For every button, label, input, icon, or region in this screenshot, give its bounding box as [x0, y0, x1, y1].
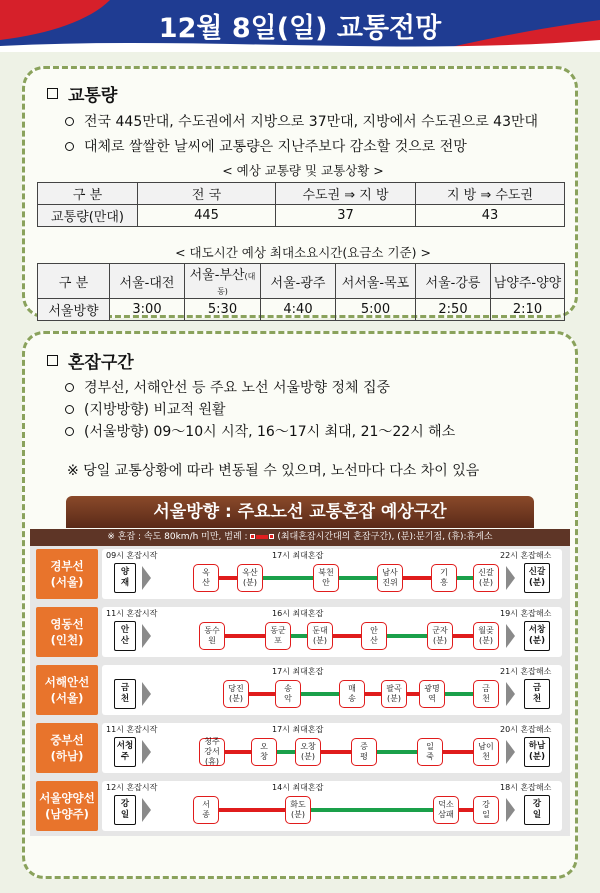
congestion-end-time: 18시 혼잡해소	[500, 783, 552, 792]
end-point-box	[524, 563, 550, 593]
peak-congestion-time: 17시 최대혼잡	[272, 667, 324, 676]
station-label: 매	[348, 684, 356, 693]
station-label: 금	[482, 684, 490, 693]
congestion-heading-text: 혼잡구간	[68, 353, 134, 373]
circle-bullet-icon	[65, 142, 74, 151]
station-node	[473, 738, 499, 766]
start-point-label: 산	[120, 636, 130, 646]
station-label: 산	[370, 636, 378, 645]
station-label: 안	[370, 626, 378, 635]
route-lane	[102, 781, 562, 831]
station-label: 원	[208, 636, 216, 645]
route-name-direction: (서울)	[50, 575, 84, 589]
road-segment	[298, 808, 446, 812]
start-point-box	[114, 795, 136, 825]
station-node	[265, 622, 291, 650]
congestion-end-time: 20시 혼잡해소	[500, 725, 552, 734]
circle-bullet-icon	[65, 427, 74, 436]
station-node	[193, 796, 219, 824]
start-point-label: 일	[120, 810, 130, 820]
congestion-start-time: 09시 혼잡시작	[106, 551, 158, 560]
map-routes	[30, 546, 570, 836]
peak-congestion-time: 17시 최대혼잡	[272, 551, 324, 560]
congestion-end-time: 21시 혼잡해소	[500, 667, 552, 676]
start-point-label: 강	[120, 799, 130, 809]
station-label: 악	[284, 694, 292, 703]
station-label: 일	[482, 810, 490, 819]
arrow-right-icon	[506, 798, 515, 822]
route-name-direction: (남양주)	[45, 807, 89, 821]
station-node	[237, 564, 263, 592]
congestion-start-time: 11시 혼잡시작	[106, 609, 158, 618]
arrow-right-icon	[506, 624, 515, 648]
arrow-right-icon	[142, 624, 151, 648]
congestion-bullet-2: (지방방향) 비교적 원활	[65, 399, 226, 419]
station-node	[473, 564, 499, 592]
square-bullet-icon	[47, 355, 58, 366]
arrow-right-icon	[506, 682, 515, 706]
congestion-map	[30, 496, 570, 840]
route-name-direction: (하남)	[50, 749, 84, 763]
station-node	[361, 622, 387, 650]
peak-congestion-time: 16시 최대혼잡	[272, 609, 324, 618]
station-label: 산	[202, 578, 210, 587]
route-name	[36, 665, 98, 715]
variance-note: ※ 당일 교통상황에 따라 변동될 수 있으며, 노선마다 다소 차이 있음	[67, 463, 480, 479]
station-label: 죽	[426, 752, 434, 761]
start-point-box	[114, 679, 136, 709]
arrow-right-icon	[142, 798, 151, 822]
square-bullet-icon	[47, 88, 58, 99]
page-header	[0, 0, 600, 52]
arrow-right-icon	[142, 682, 151, 706]
map-title: 서울방향 : 주요노선 교통혼잡 예상구간	[66, 496, 534, 528]
station-label: 옥	[202, 568, 210, 577]
station-label: (분)	[433, 636, 447, 645]
route-lane	[102, 607, 562, 657]
station-node	[473, 796, 499, 824]
time-caption: < 대도시간 예상 최대소요시간(요금소 기준) >	[175, 245, 431, 260]
station-label: 천	[482, 694, 490, 703]
station-node	[381, 680, 407, 708]
start-point-label: 금	[120, 683, 130, 693]
station-node	[199, 738, 225, 766]
route-row	[30, 547, 570, 601]
station-label: 진위	[382, 578, 398, 587]
table-header-row: 구 분 서울-대전 서울-부산(대동) 서울-광주 서서울-목포 서울-강릉 남양주-양양	[38, 264, 565, 299]
station-label: 평	[360, 752, 368, 761]
station-label: 당진	[228, 684, 244, 693]
start-point-box	[114, 621, 136, 651]
end-point-label: 하남	[528, 741, 546, 751]
route-name	[36, 607, 98, 657]
start-point-label: 주	[120, 752, 130, 762]
end-point-label: (분)	[529, 636, 545, 646]
station-label: 신갈	[478, 568, 494, 577]
station-label: 일	[426, 742, 434, 751]
circle-bullet-icon	[65, 117, 74, 126]
peak-congestion-time: 17시 최대혼잡	[272, 725, 324, 734]
station-label: 옥산	[242, 568, 258, 577]
table-row: 교통량(만대) 445 37 43	[38, 205, 565, 227]
station-label: 군자	[432, 626, 448, 635]
station-label: (분)	[387, 694, 401, 703]
station-label: 송	[284, 684, 292, 693]
end-point-label: (분)	[529, 578, 545, 588]
station-node	[339, 680, 365, 708]
congestion-end-time: 22시 혼잡해소	[500, 551, 552, 560]
arrow-right-icon	[142, 566, 151, 590]
route-name-main: 경부선	[50, 559, 84, 573]
route-lane	[102, 723, 562, 773]
route-row	[30, 779, 570, 833]
volume-caption: < 예상 교통량 및 교통상황 >	[222, 163, 384, 178]
end-point-label: 금	[532, 683, 542, 693]
start-point-label: 서청	[116, 741, 134, 751]
start-point-label: 안	[120, 625, 130, 635]
arrow-right-icon	[506, 740, 515, 764]
congestion-bullet-3: (서울방향) 09～10시 시작, 16～17시 최대, 21～22시 해소	[65, 421, 455, 441]
legend-node-icon	[269, 534, 274, 539]
station-label: (분)	[243, 578, 257, 587]
route-name	[36, 549, 98, 599]
station-node	[351, 738, 377, 766]
start-point-label: 천	[120, 694, 130, 704]
start-point-label: 양	[120, 567, 130, 577]
station-label: 삼패	[438, 810, 454, 819]
station-label: 월곶	[478, 626, 494, 635]
route-name-main: 중부선	[50, 733, 84, 747]
route-row	[30, 721, 570, 775]
start-point-label: 재	[120, 578, 130, 588]
station-label: 청주	[204, 737, 220, 746]
start-point-box	[114, 563, 136, 593]
station-label: (분)	[229, 694, 243, 703]
station-label: 동수	[204, 626, 220, 635]
route-row	[30, 605, 570, 659]
end-point-label: 서창	[528, 625, 546, 635]
station-label: (분)	[313, 636, 327, 645]
station-label: 오창	[300, 742, 316, 751]
station-node	[417, 738, 443, 766]
legend-node-icon	[250, 534, 255, 539]
route-name-direction: (서울)	[50, 691, 84, 705]
station-label: 증	[360, 742, 368, 751]
route-name-direction: (인천)	[50, 633, 84, 647]
station-label: 창	[260, 752, 268, 761]
station-label: 광명	[424, 684, 440, 693]
station-label: (분)	[479, 578, 493, 587]
station-node	[285, 796, 311, 824]
route-lane	[102, 665, 562, 715]
congestion-end-time: 19시 혼잡해소	[500, 609, 552, 618]
station-node	[223, 680, 249, 708]
traffic-bullet-1: 전국 445만대, 수도권에서 지방으로 37만대, 지방에서 수도권으로 43만대	[65, 111, 538, 131]
map-legend: ※ 혼잡 : 속도 80km/h 미만, 범례 : (최대혼잡시간대의 혼잡구간), (분):분기점, (휴):휴게소	[30, 529, 570, 546]
route-name	[36, 781, 98, 831]
end-point-label: 강	[532, 799, 542, 809]
station-label: (분)	[479, 636, 493, 645]
traffic-heading	[47, 81, 117, 106]
volume-table	[37, 182, 565, 227]
congestion-start-time: 12시 혼잡시작	[106, 783, 158, 792]
station-label: 포	[274, 636, 282, 645]
station-label: 북천	[318, 568, 334, 577]
table-row: 서울방향 3:00 5:30 4:40 5:00 2:50 2:10	[38, 299, 565, 321]
route-row	[30, 663, 570, 717]
station-node	[251, 738, 277, 766]
station-label: 남이	[478, 742, 494, 751]
station-label: 역	[428, 694, 436, 703]
station-label: (분)	[301, 752, 315, 761]
traffic-heading-text: 교통량	[68, 86, 118, 106]
congestion-bullet-1: 경부선, 서해안선 등 주요 노선 서울방향 정체 집중	[65, 377, 390, 397]
station-label: 안	[322, 578, 330, 587]
station-label: 동군	[270, 626, 286, 635]
traffic-bullet-2: 대체로 쌀쌀한 날씨에 교통량은 지난주보다 감소할 것으로 전망	[65, 136, 467, 156]
route-name-main: 서해안선	[44, 675, 90, 689]
legend-red-line-icon	[256, 535, 268, 539]
station-node	[473, 622, 499, 650]
station-label: 덕소	[438, 800, 454, 809]
circle-bullet-icon	[65, 383, 74, 392]
station-label: 천	[482, 752, 490, 761]
end-point-box	[524, 795, 550, 825]
station-label: 강서(휴)	[204, 747, 220, 766]
station-label: 서	[202, 800, 210, 809]
page-title: 12월 8일(일) 교통전망	[158, 13, 442, 44]
station-node	[433, 796, 459, 824]
station-label: (분)	[291, 810, 305, 819]
route-name	[36, 723, 98, 773]
station-node	[199, 622, 225, 650]
end-point-box	[524, 737, 550, 767]
station-label: 오	[260, 742, 268, 751]
station-label: 둔대	[312, 626, 328, 635]
end-point-label: (분)	[529, 752, 545, 762]
station-label: 흥	[440, 578, 448, 587]
station-node	[193, 564, 219, 592]
end-point-box	[524, 679, 550, 709]
station-label: 남사	[382, 568, 398, 577]
station-node	[275, 680, 301, 708]
station-label: 화도	[290, 800, 306, 809]
station-label: 팔곡	[386, 684, 402, 693]
station-node	[313, 564, 339, 592]
arrow-right-icon	[506, 566, 515, 590]
route-name-main: 영동선	[50, 617, 84, 631]
arrow-right-icon	[142, 740, 151, 764]
end-point-label: 신갈	[528, 567, 546, 577]
traffic-volume-panel	[22, 66, 578, 318]
station-label: 기	[440, 568, 448, 577]
time-table	[37, 263, 565, 321]
station-label: 종	[202, 810, 210, 819]
end-point-box	[524, 621, 550, 651]
end-point-label: 천	[532, 694, 542, 704]
station-node	[377, 564, 403, 592]
station-label: 송	[348, 694, 356, 703]
start-point-box	[114, 737, 136, 767]
station-node	[427, 622, 453, 650]
peak-congestion-time: 14시 최대혼잡	[272, 783, 324, 792]
circle-bullet-icon	[65, 405, 74, 414]
route-lane	[102, 549, 562, 599]
station-node	[307, 622, 333, 650]
station-node	[431, 564, 457, 592]
route-name-main: 서울양양선	[39, 791, 95, 805]
station-label: 강	[482, 800, 490, 809]
congestion-heading	[47, 348, 134, 373]
station-node	[295, 738, 321, 766]
end-point-label: 일	[532, 810, 542, 820]
station-node	[419, 680, 445, 708]
station-node	[473, 680, 499, 708]
congestion-start-time: 11시 혼잡시작	[106, 725, 158, 734]
table-header-row: 구 분 전 국 수도권 ⇒ 지 방 지 방 ⇒ 수도권	[38, 183, 565, 205]
